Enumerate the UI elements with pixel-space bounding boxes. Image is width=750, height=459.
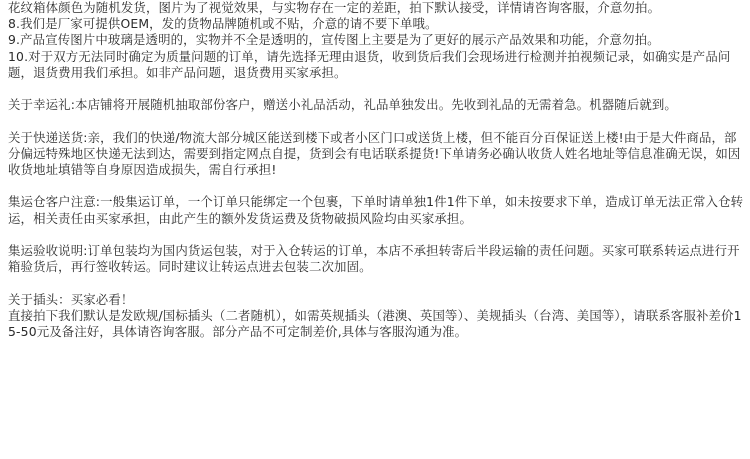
notice-consolidation-warehouse: 集运仓客户注意:一般集运订单，一个订单只能绑定一个包裹，下单时请单独1件1件下单，如未按要求下单，造成订单无法正常入仓转运，相关责任由买家承担，由此产生的额外发货运费及货物破损风险均由买家承担。	[8, 194, 744, 226]
notice-color-random: 花纹箱体颜色为随机发货，图片为了视觉效果，与实物存在一定的差距，拍下默认接受，详情请咨询客服，介意勿拍。	[8, 0, 661, 15]
notice-quality-returns: 10.对于双方无法同时确定为质量问题的订单，请先选择无理由退货，收到货后我们会现场进行检测并拍视频记录，如确实是产品问题，退货费用我们承担。如非产品问题，退货费用买家承担。	[8, 48, 731, 80]
notice-delivery: 关于快递送货:亲，我们的快递/物流大部分城区能送到楼下或者小区门口或送货上楼，但不能百分百保证送上楼!由于是大件商品，部分偏远特殊地区快递无法到达，需要到指定网点自提，货到会有电话联系提货!下单请务必确认收货人姓名地址等信息准确无误，如因收货地址填错等自身原因造成损失，需自行承担!	[8, 129, 741, 177]
notice-lucky-gift: 关于幸运礼:本店铺将开展随机抽取部份客户，赠送小礼品活动，礼品单独发出。先收到礼品的无需着急。机器随后就到。	[8, 97, 677, 113]
paragraph-spacer	[8, 227, 748, 243]
paragraph-spacer	[8, 178, 748, 194]
notice-glass-transparency: 9.产品宣传图片中玻璃是透明的，实物并不全是透明的，宣传图上主要是为了更好的展示产品效果和功能，介意勿拍。	[8, 32, 660, 48]
notice-consolidation-inspection: 集运验收说明:订单包装均为国内货运包装，对于入仓转运的订单，本店不承担转寄后半段运输的责任问题。买家可联系转运点进行开箱验货后，再行签收转运。同时建议让转运点进去包装二次加固。	[8, 242, 740, 275]
paragraph-spacer	[8, 275, 748, 291]
paragraph-spacer	[8, 81, 748, 97]
notice-plug-details: 直接拍下我们默认是发欧规/国标插头（二者随机），如需英规插头（港澳、英国等）、美规插头（台湾、美国等），请联系客服补差价15-50元及备注好，具体请咨询客服。部分产品不可定制差价,具体与客服沟通为准。	[8, 307, 742, 339]
notice-text-block	[8, 0, 748, 340]
notice-oem: 8.我们是厂家可提供OEM，发的货物品牌随机或不贴，介意的请不要下单哦。	[8, 16, 438, 32]
paragraph-spacer	[8, 113, 748, 129]
notice-plug-heading: 关于插头：买家必看！	[8, 291, 134, 307]
